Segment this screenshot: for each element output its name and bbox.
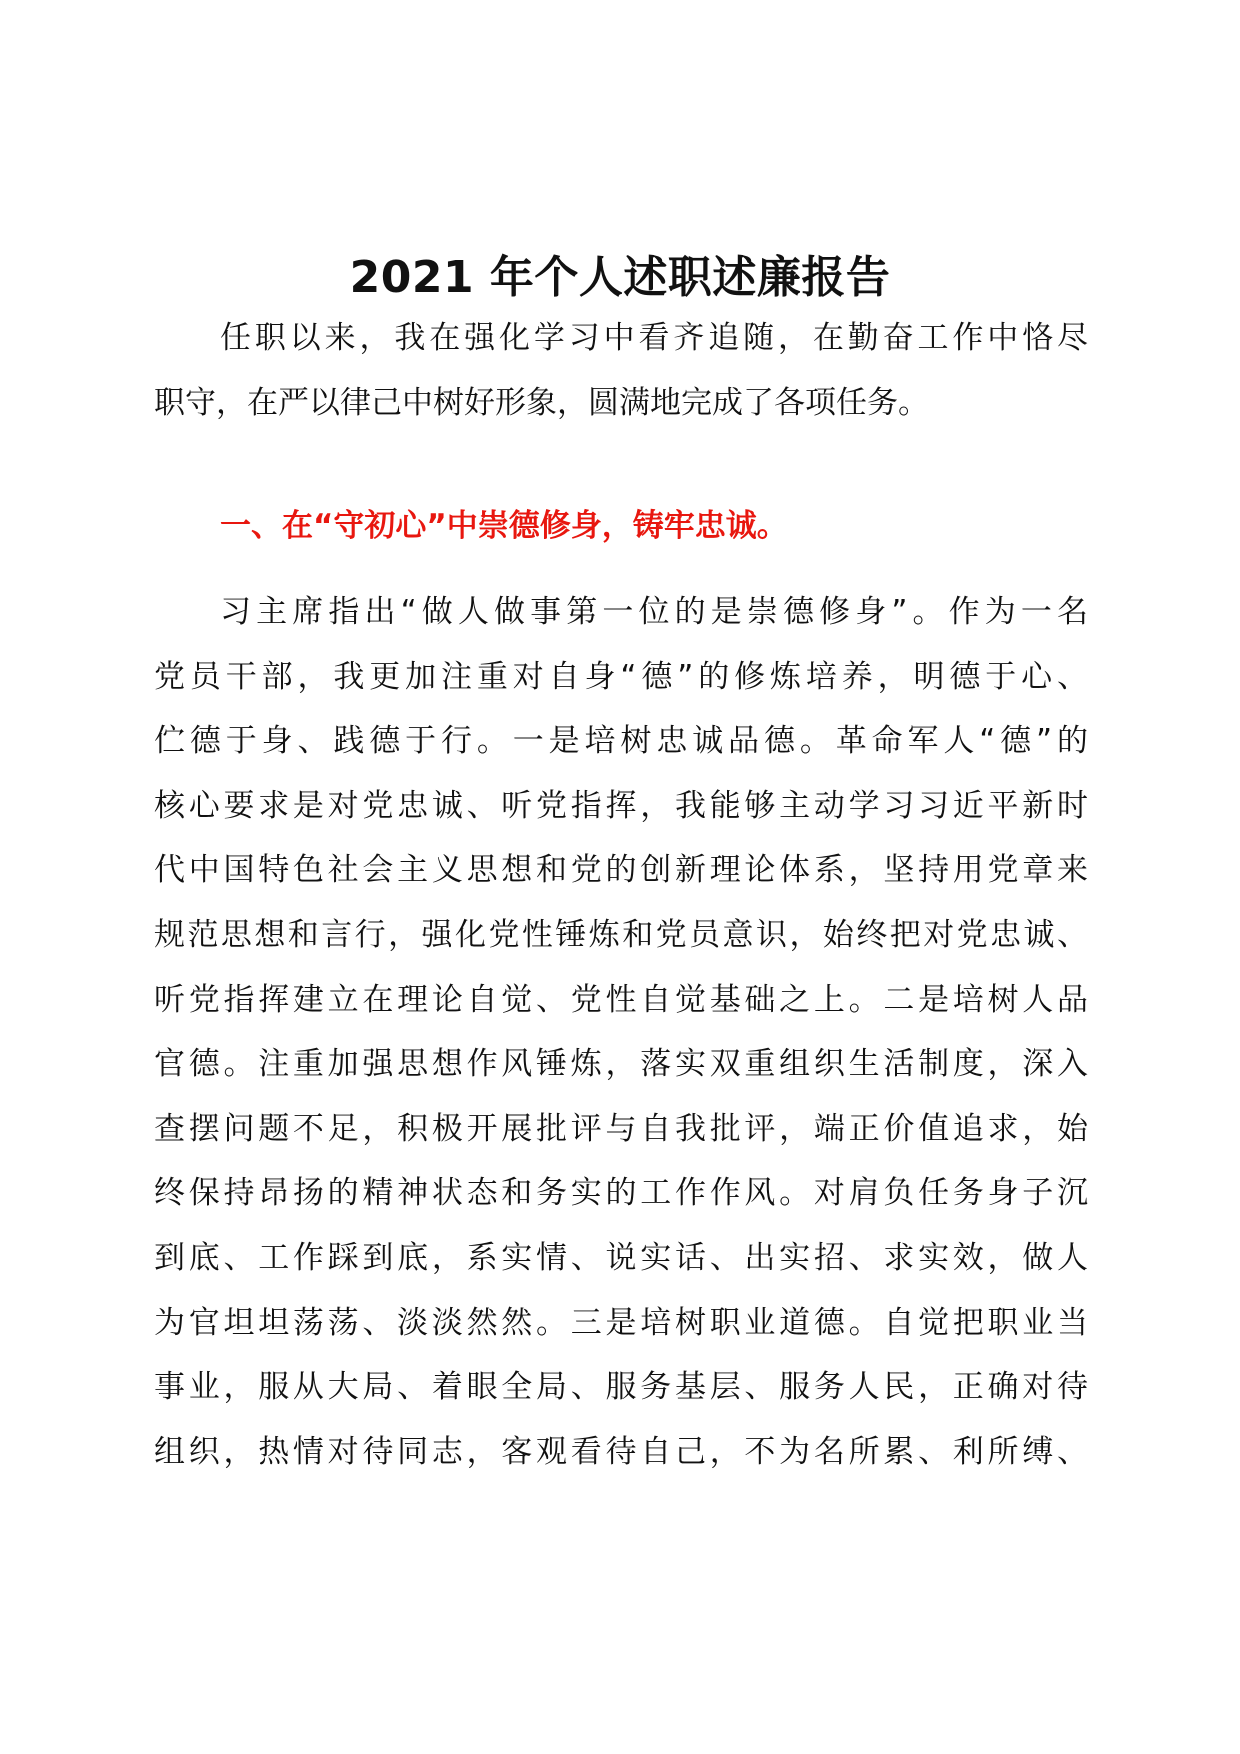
paragraph-line: 伫德于身、践德于行。一是培树忠诚品德。革命军人“德”的 [154, 723, 1088, 760]
paragraph-line: 任职以来，我在强化学习中看齐追随，在勤奋工作中恪尽 [220, 320, 1088, 356]
paragraph-line: 官德。注重加强思想作风锤炼，落实双重组织生活制度，深入 [154, 1046, 1088, 1083]
paragraph-line: 代中国特色社会主义思想和党的创新理论体系，坚持用党章来 [154, 852, 1088, 889]
paragraph-line: 职守，在严以律己中树好形象，圆满地完成了各项任务。 [154, 384, 929, 421]
section-heading: 一、在“守初心”中崇德修身，铸牢忠诚。 [220, 508, 788, 544]
paragraph-line: 查摆问题不足，积极开展批评与自我批评，端正价值追求，始 [154, 1110, 1088, 1147]
section1-paragraph [154, 580, 1088, 1484]
paragraph-line: 习主席指出“做人做事第一位的是崇德修身”。作为一名 [220, 594, 1088, 630]
paragraph-line: 组织，热情对待同志，客观看待自己，不为名所累、利所缚、 [154, 1433, 1088, 1470]
paragraph-line: 规范思想和言行，强化党性锤炼和党员意识，始终把对党忠诚、 [154, 916, 1088, 953]
paragraph-line: 事业，服从大局、着眼全局、服务基层、服务人民，正确对待 [154, 1369, 1088, 1406]
intro-paragraph [154, 306, 1088, 435]
paragraph-line: 听党指挥建立在理论自觉、党性自觉基础之上。二是培树人品 [154, 981, 1088, 1018]
paragraph-line: 终保持昂扬的精神状态和务实的工作作风。对肩负任务身子沉 [154, 1175, 1088, 1212]
paragraph-line: 党员干部，我更加注重对自身“德”的修炼培养，明德于心、 [154, 658, 1088, 695]
paragraph-line: 为官坦坦荡荡、淡淡然然。三是培树职业道德。自觉把职业当 [154, 1304, 1088, 1341]
paragraph-line: 到底、工作踩到底，系实情、说实话、出实招、求实效，做人 [154, 1239, 1088, 1276]
document-title: 2021 年个人述职述廉报告 [349, 252, 891, 303]
paragraph-line: 核心要求是对党忠诚、听党指挥，我能够主动学习习近平新时 [154, 787, 1088, 824]
